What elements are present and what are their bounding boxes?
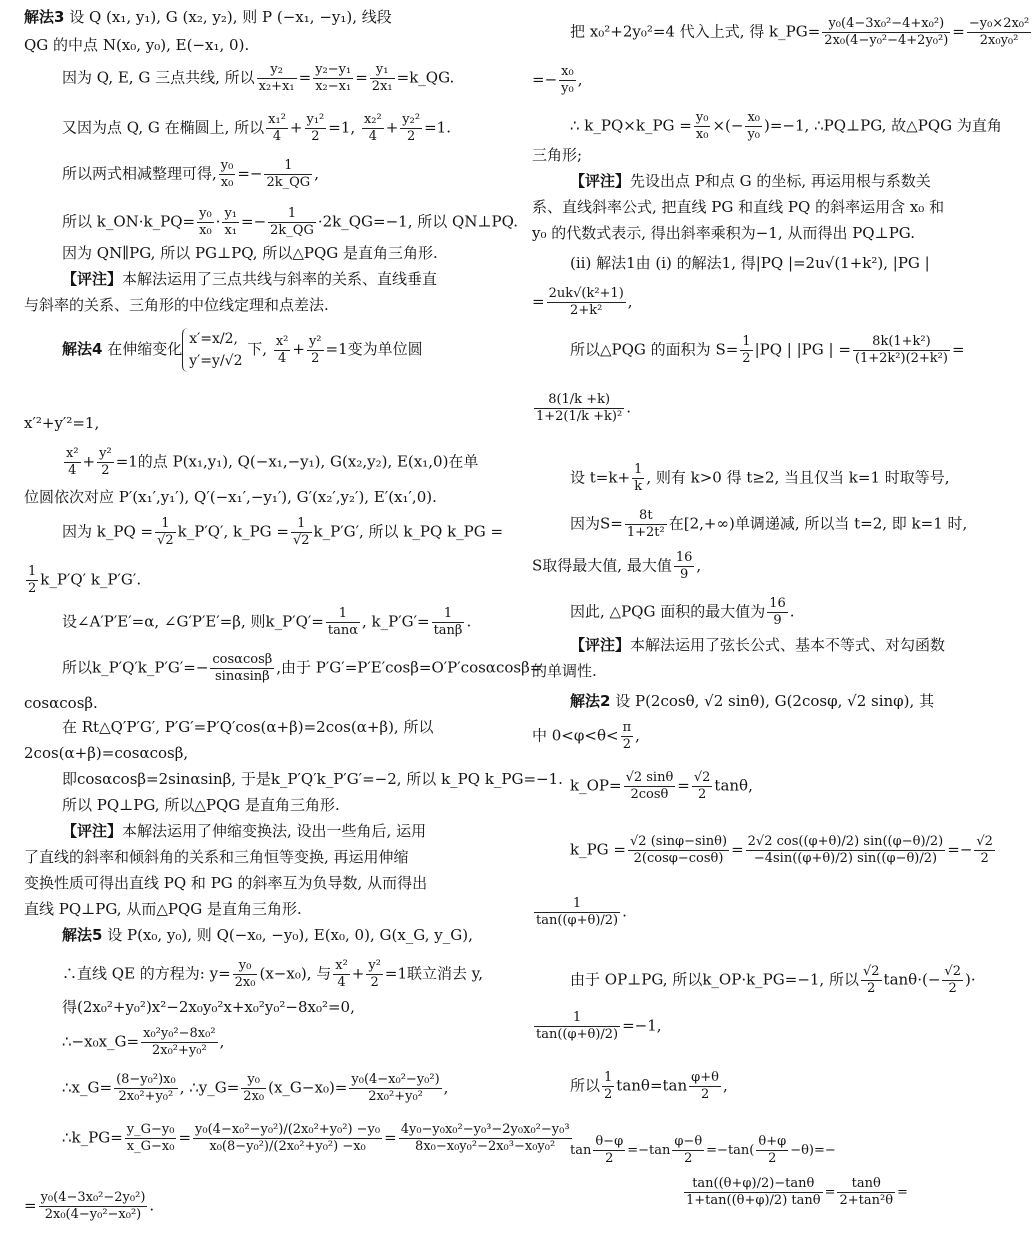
text-line: 了直线的斜率和倾斜角的关系和三角恒等变换, 再运用伸缩: [24, 848, 409, 866]
fraction: $\frac{\text{y₂}}{\text{x₂+x₁}}$: [258, 62, 295, 94]
fraction: $\frac{√2 \sin\theta}{2\cos\theta}$: [625, 770, 674, 802]
fraction: $\frac{1}{2k\_QG}$: [270, 206, 314, 238]
fraction: $\frac{\text{y₀}}{\text{x₀}}$: [220, 158, 234, 190]
comment-heading: 【评注】: [570, 172, 631, 190]
formula-line: ∴ k_PQ×k_PG = $\frac{\text{y₀}}{\text{x₀}}$ ×(− $\frac{\text{x₀}}{\text{y₀}}$ )=−1, ∴PQ⊥PG, 故△PQG 为直角: [570, 110, 1002, 142]
text-line: 【评注】本解法运用了伸缩变换法, 设出一些角后, 运用: [62, 822, 427, 840]
text-line: 解法3 设 Q (x₁, y₁), G (x₂, y₂), 则 P (−x₁, −y₁), 线段: [24, 8, 392, 26]
fraction: $\frac{\text{x²}}{4}$: [66, 446, 79, 478]
fraction: $\frac{√2}{2}$: [944, 964, 961, 996]
fraction: $\frac{√2}{2}$: [862, 964, 880, 996]
fraction: $\frac{16}{9}$: [769, 596, 786, 628]
formula-line: ∴x_G= $\frac{\text{(8−y₀²)x₀}}{\text{2x₀²+y₀²}}$ , ∴y_G= $\frac{\text{y₀}}{\text{2x₀}}$ (x_G−x₀)= $\frac{\text{y₀(4−x₀²−y₀²)}}{\text{2x₀²+y₀²}}$ ,: [62, 1072, 449, 1104]
fraction: $\frac{\text{y₀}}{\text{2x₀}}$: [234, 958, 256, 990]
text-line: 解法5 设 P(x₀, y₀), 则 Q(−x₀, −y₀), E(x₀, 0), G(x_G, y_G),: [62, 926, 473, 944]
formula-line: 中 0<φ<θ< $\frac{\pi}{2}$ ,: [532, 720, 640, 752]
comment-heading: 【评注】: [570, 636, 631, 654]
fraction: $\frac{\text{x₀}}{\text{y₀}}$: [561, 64, 574, 96]
fraction: $\frac{16}{9}$: [675, 550, 693, 582]
text-line: x′²+y′²=1,: [24, 414, 100, 432]
fraction: $\frac{\text{y₀}}{\text{x₀}}$: [695, 110, 709, 142]
formula-line: 因为 Q, E, G 三点共线, 所以 $\frac{\text{y₂}}{\text{x₂+x₁}}$ = $\frac{\text{y₂−y₁}}{\text{x₂−x₁}}$ = $\frac{\text{y₁}}{\text{2x₁}}$ =k_QG.: [62, 62, 455, 94]
fraction: $\frac{\varphi+\theta}{2}$: [691, 1070, 719, 1102]
fraction: $\frac{1}{2k\_QG}$: [266, 158, 311, 190]
section-heading: 解法5: [62, 926, 103, 944]
formula-line: ∴k_PG= $\frac{\text{y\_G−y₀}}{\text{x\_G−x₀}}$ = $\frac{\text{y₀(4−x₀²−y₀²)/(2x₀²+y₀²) −y₀}}{\text{x₀(8−y₀²)/(2x₀²+y₀²) −x₀}}$ = $\frac{\text{4y₀−y₀x₀²−y₀³−2y₀x₀²−y₀³}}{\text{8x₀−x₀y₀²−2x₀³−x₀y₀²}}$: [62, 1122, 570, 1154]
fraction: $\frac{√2}{2}$: [693, 770, 711, 802]
formula-line: 所以两式相减整理可得, $\frac{\text{y₀}}{\text{x₀}}$ =− $\frac{1}{2k\_QG}$ ,: [62, 158, 319, 190]
fraction: $\frac{\text{8k(1+k²)}}{\text{(1+2k²)(2+k²)}}$: [854, 334, 948, 366]
fraction: $\frac{\theta+\varphi}{2}$: [758, 1134, 787, 1166]
fraction: $\frac{\text{x²}}{4}$: [275, 333, 289, 366]
fraction: $\frac{2√2 \cos((\varphi+\theta)/2) \sin((\varphi-\theta)/2)}{-4\sin((\varphi+\theta)/2) \sin((\varphi-\theta)/2)}$: [747, 834, 944, 866]
fraction: $\frac{8(1/k +k)}{\text{1+2(1/k +k)²}}$: [536, 392, 623, 424]
formula-line: $\frac{1}{2}$ k_P′Q′ k_P′G′.: [28, 564, 142, 596]
text-line: 因为 QN∥PG, 所以 PG⊥PQ, 所以△PQG 是直角三角形.: [62, 244, 438, 262]
fraction: $\frac{1}{k}$: [634, 462, 643, 494]
formula-line: $\frac{8(1/k +k)}{\text{1+2(1/k +k)²}}$ .: [536, 392, 632, 424]
formula-line: 所以 k_ON·k_PQ= $\frac{\text{y₀}}{\text{x₀}}$ · $\frac{\text{y₁}}{\text{x₁}}$ =− $\frac{1}{2k\_QG}$ ·2k_QG=−1, 所以 QN⊥PQ.: [62, 206, 518, 238]
formula-line: 解法4 在伸缩变化 x′=x/2, y′=y/√2 下, $\frac{\text{x²}}{4}$ + $\frac{\text{y²}}{2}$ =1变为单位圆: [62, 328, 423, 372]
formula-line: S取得最大值, 最大值 $\frac{16}{9}$ ,: [532, 550, 702, 582]
fraction: $\frac{\text{2uk√(k²+1)}}{\text{2+k²}}$: [548, 286, 624, 318]
fraction: $\frac{\text{4y₀−y₀x₀²−y₀³−2y₀x₀²−y₀³}}{\text{8x₀−x₀y₀²−2x₀³−x₀y₀²}}$: [400, 1122, 570, 1154]
fraction: $\frac{\text{y₀(4−3x₀²−2y₀²)}}{\text{2x₀(4−y₀²−x₀²)}}$: [40, 1190, 146, 1222]
text-line: 系、直线斜率公式, 把直线 PG 和直线 PQ 的斜率运用含 x₀ 和: [532, 198, 945, 216]
formula-line: $\frac{\text{x²}}{4}$ + $\frac{\text{y²}}{2}$ =1的点 P(x₁,y₁), Q(−x₁,−y₁), G(x₂,y₂), E(x₁,0)在单: [66, 446, 479, 478]
fraction: $\frac{\tan((\theta+\varphi)/2)-\tan\theta}{1+\tan((\theta+\varphi)/2) \tan\theta}$: [686, 1176, 821, 1208]
formula-line: $\frac{1}{\tan((\varphi+\theta)/2)}$ .: [536, 896, 627, 928]
formula-line: ∴直线 QE 的方程为: y= $\frac{\text{y₀}}{\text{2x₀}}$ (x−x₀), 与 $\frac{\text{x²}}{4}$ + $\frac{\text{y²}}{2}$ =1联立消去 y,: [62, 958, 484, 990]
text-line: 即cosαcosβ=2sinαsinβ, 于是k_P′Q′k_P′G′=−2, 所以 k_PQ k_PG=−1.: [62, 770, 563, 788]
fraction: $\frac{\cos\alpha\cos\beta}{\sin\alpha\sin\beta}$: [212, 652, 273, 684]
fraction: $\frac{\text{y₂²}}{2}$: [402, 112, 421, 144]
text-line: 在 Rt△Q′P′G′, P′G′=P′Q′cos(α+β)=2cos(α+β), 所以: [62, 718, 434, 736]
formula-line: 设 t=k+ $\frac{1}{k}$ , 则有 k>0 得 t≥2, 当且仅当 k=1 时取等号,: [570, 462, 950, 494]
text-line: 直线 PQ⊥PG, 从而△PQG 是直角三角形.: [24, 900, 302, 918]
fraction: $\frac{\text{x₀}}{\text{y₀}}$: [747, 110, 760, 142]
comment-heading: 【评注】: [62, 270, 123, 288]
fraction: $\frac{\text{y²}}{2}$: [368, 958, 381, 990]
text-line: 2cos(α+β)=cosαcosβ,: [24, 744, 189, 762]
fraction: $\frac{\text{y₀(4−x₀²−y₀²)/(2x₀²+y₀²) −y₀}}{\text{x₀(8−y₀²)/(2x₀²+y₀²) −x₀}}$: [195, 1122, 381, 1154]
fraction: $\frac{\varphi-\theta}{2}$: [674, 1134, 703, 1166]
text-line: 【评注】本解法运用了弦长公式、基本不等式、对勾函数: [570, 636, 946, 654]
formula-line: = $\frac{\text{2uk√(k²+1)}}{\text{2+k²}}$ ,: [532, 286, 633, 318]
formula-line: ∴−x₀x_G= $\frac{\text{x₀²y₀²−8x₀²}}{\text{2x₀²+y₀²}}$ ,: [62, 1026, 225, 1058]
formula-line: 所以△PQG 的面积为 S= $\frac{1}{2}$ |PQ | |PG | = $\frac{\text{8k(1+k²)}}{\text{(1+2k²)(2+k²)}}$ =: [570, 334, 965, 366]
formula-line: 又因为点 Q, G 在椭圆上, 所以 $\frac{\text{x₁²}}{4}$ + $\frac{\text{y₁²}}{2}$ =1, $\frac{\text{x₂²}}{4}$ + $\frac{\text{y₂²}}{2}$ =1.: [62, 112, 451, 144]
text-line: 解法2 设 P(2cosθ, √2 sinθ), G(2cosφ, √2 sinφ), 其: [570, 692, 935, 710]
fraction: $\frac{\pi}{2}$: [622, 720, 632, 752]
formula-line: 由于 OP⊥PG, 所以k_OP·k_PG=−1, 所以 $\frac{√2}{2}$ tanθ·(− $\frac{√2}{2}$ )·: [570, 964, 976, 996]
formula-line: $\frac{1}{\tan((\varphi+\theta)/2)}$ =−1,: [536, 1010, 662, 1042]
fraction: $\frac{\text{y₀(4−3x₀²−4+x₀²)}}{\text{2x₀(4−y₀²−4+2y₀²)}}$: [824, 16, 949, 48]
formula-line: 所以 $\frac{1}{2}$ tanθ=tan $\frac{\varphi+\theta}{2}$ ,: [570, 1070, 728, 1102]
text-line: 【评注】先设出点 P和点 G 的坐标, 再运用根与系数关: [570, 172, 931, 190]
formula-line: 把 x₀²+2y₀²=4 代入上式, 得 k_PG= $\frac{\text{y₀(4−3x₀²−4+x₀²)}}{\text{2x₀(4−y₀²−4+2y₀²)}}$ = $\frac{\text{−y₀×2x₀²}}{\text{2x₀y₀²}}$: [570, 16, 1030, 48]
fraction: $\frac{\text{y²}}{2}$: [99, 446, 112, 478]
fraction: $\frac{√2 (\sin\varphi-\sin\theta)}{2(\cos\varphi-\cos\theta)}$: [630, 834, 728, 866]
fraction: $\frac{\text{x²}}{4}$: [335, 958, 348, 990]
fraction: $\frac{\text{y₁}}{\text{x₁}}$: [224, 206, 238, 238]
section-heading: 解法2: [570, 692, 611, 710]
formula-line: 因此, △PQG 面积的最大值为 $\frac{16}{9}$ .: [570, 596, 795, 628]
text-line: 【评注】本解法运用了三点共线与斜率的关系、直线垂直: [62, 270, 438, 288]
text-line: 的单调性.: [532, 662, 597, 680]
fraction: $\frac{1}{√2}$: [157, 516, 174, 548]
fraction: $\frac{\text{y₀(4−x₀²−y₀²)}}{\text{2x₀²+y₀²}}$: [351, 1072, 440, 1104]
formula-line: =− $\frac{\text{x₀}}{\text{y₀}}$ ,: [532, 64, 583, 96]
fraction: $\frac{\text{y₁}}{\text{2x₁}}$: [371, 62, 393, 94]
fraction: $\frac{√2}{2}$: [976, 834, 993, 866]
fraction: $\frac{\text{y₀}}{\text{2x₀}}$: [243, 1072, 265, 1104]
text-line: QG 的中点 N(x₀, y₀), E(−x₁, 0).: [24, 36, 250, 54]
formula-line: 因为 k_PQ = $\frac{1}{√2}$ k_P′Q′, k_PG = $\frac{1}{√2}$ k_P′G′, 所以 k_PQ k_PG =: [62, 516, 504, 548]
fraction: $\frac{\tan\theta}{\text{2+tan²θ}}$: [839, 1176, 894, 1208]
formula-line: $\frac{\tan((\theta+\varphi)/2)-\tan\theta}{1+\tan((\theta+\varphi)/2) \tan\theta}$ = $\frac{\tan\theta}{\text{2+tan²θ}}$ =: [686, 1176, 908, 1208]
fraction: $\frac{\text{y₁²}}{2}$: [306, 112, 325, 144]
fraction: $\frac{1}{\tan((\varphi+\theta)/2)}$: [536, 896, 619, 928]
fraction: $\frac{8t}{\text{1+2t²}}$: [626, 508, 665, 540]
formula-line: 因为S= $\frac{8t}{\text{1+2t²}}$ 在[2,+∞)单调递减, 所以当 t=2, 即 k=1 时,: [570, 508, 968, 540]
fraction: $\frac{\text{y₂−y₁}}{\text{x₂−x₁}}$: [315, 62, 352, 94]
fraction: $\frac{\text{−y₀×2x₀²}}{\text{2x₀y₀²}}$: [968, 16, 1030, 48]
fraction: $\frac{\text{x₀²y₀²−8x₀²}}{\text{2x₀²+y₀²}}$: [143, 1026, 216, 1058]
formula-line: tan $\frac{\theta-\varphi}{2}$ =−tan $\frac{\varphi-\theta}{2}$ =−tan( $\frac{\theta+\varphi}{2}$ −θ)=−: [570, 1134, 836, 1166]
equation-system: x′=x/2, y′=y/√2: [182, 328, 242, 372]
fraction: $\frac{1}{2}$: [604, 1070, 613, 1102]
fraction: $\frac{1}{\tan((\varphi+\theta)/2)}$: [536, 1010, 619, 1042]
formula-line: = $\frac{\text{y₀(4−3x₀²−2y₀²)}}{\text{2x₀(4−y₀²−x₀²)}}$ .: [24, 1190, 155, 1222]
fraction: $\frac{\text{y²}}{2}$: [308, 333, 322, 366]
fraction: $\frac{\text{x₂²}}{4}$: [363, 112, 382, 144]
comment-heading: 【评注】: [62, 822, 123, 840]
fraction: $\frac{\text{x₁²}}{4}$: [268, 112, 286, 144]
fraction: $\frac{\text{y₀}}{\text{x₀}}$: [199, 206, 212, 238]
fraction: $\frac{1}{√2}$: [292, 516, 310, 548]
formula-line: k_PG = $\frac{√2 (\sin\varphi-\sin\theta)}{2(\cos\varphi-\cos\theta)}$ = $\frac{2√2 \cos((\varphi+\theta)/2) \sin((\varphi-\theta)/2)}{-4\sin((\varphi+\theta)/2) \sin((\varphi-\theta)/2)}$ =− $\frac{√2}{2}$: [570, 834, 993, 866]
text-line: 变换性质可得出直线 PQ 和 PG 的斜率互为负导数, 从而得出: [24, 874, 428, 892]
text-line: 位圆依次对应 P′(x₁′,y₁′), Q′(−x₁′,−y₁′), G′(x₂′,y₂′), E′(x₁′,0).: [24, 488, 437, 506]
text-line: cosαcosβ.: [24, 694, 98, 712]
fraction: $\frac{1}{2}$: [28, 564, 37, 596]
text-line: y₀ 的代数式表示, 得出斜率乘积为−1, 从而得出 PQ⊥PG.: [532, 224, 916, 242]
fraction: $\frac{1}{2}$: [742, 334, 751, 366]
fraction: $\frac{\text{y\_G−y₀}}{\text{x\_G−x₀}}$: [126, 1122, 175, 1154]
text-line: (ii) 解法1由 (i) 的解法1, 得|PQ |=2u√(1+k²), |PG |: [570, 254, 930, 272]
text-line: 得(2x₀²+y₀²)x²−2x₀y₀²x+x₀²y₀²−8x₀²=0,: [62, 998, 355, 1016]
formula-line: 所以k_P′Q′k_P′G′=− $\frac{\cos\alpha\cos\beta}{\sin\alpha\sin\beta}$ ,由于 P′G′=P′E′cosβ=O′P′cosαcosβ=: [62, 652, 543, 684]
text-line: 三角形;: [532, 146, 583, 164]
section-heading: 解法4: [62, 340, 103, 358]
text-line: 与斜率的关系、三角形的中位线定理和点差法.: [24, 296, 329, 314]
fraction: $\frac{\text{(8−y₀²)x₀}}{\text{2x₀²+y₀²}}$: [116, 1072, 176, 1104]
fraction: $\frac{\theta-\varphi}{2}$: [595, 1134, 624, 1166]
fraction: $\frac{1}{\tan\beta}$: [433, 606, 463, 638]
section-heading: 解法3: [24, 8, 65, 26]
fraction: $\frac{1}{\tan\alpha}$: [327, 606, 358, 638]
formula-line: 设∠A′P′E′=α, ∠G′P′E′=β, 则k_P′Q′= $\frac{1}{\tan\alpha}$ , k_P′G′= $\frac{1}{\tan\beta}$ .: [62, 606, 472, 638]
text-line: 所以 PQ⊥PG, 所以△PQG 是直角三角形.: [62, 796, 340, 814]
formula-line: k_OP= $\frac{√2 \sin\theta}{2\cos\theta}$ = $\frac{√2}{2}$ tanθ,: [570, 770, 753, 802]
